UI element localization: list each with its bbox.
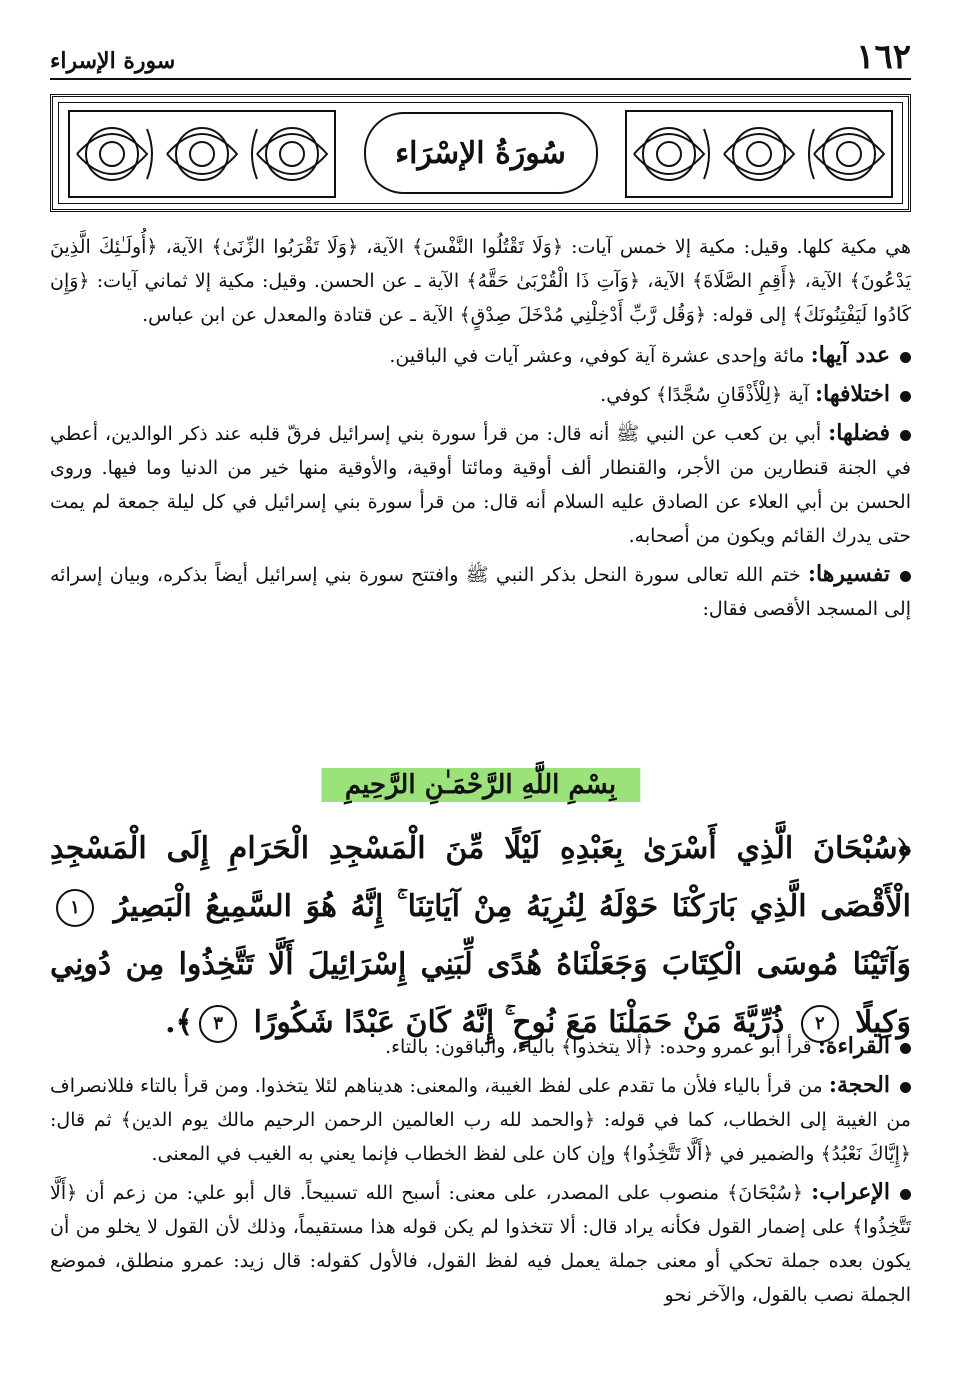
grammar-text: ﴿سُبْحَانَ﴾ منصوب على المصدر، على معنى: أسبح الله تسبيحاً. قال أبو علي: من زعم أن ﴿أَلَّا تَتَّخِذُوا﴾ على إضمار القول فكأنه يراد قال: ألا تتخذوا لم يكن قوله هذا مستقيماً، وذلك لأن القول لا يخلو من أن يكون بعده جملة تحكي أو معنى جملة يعمل فيه لفظ القول، فالأول كقوله: قال زيد: عمرو منطلق، فموضع الجملة نصب بالقول، والآخر نحو: [50, 1182, 911, 1306]
variance-item: [50, 377, 911, 412]
verse-3: ذُرِّيَّةَ مَنْ حَمَلْنَا مَعَ نُوحٍ ۚ إِنَّهُ كَانَ عَبْدًا شَكُورًا: [253, 1005, 785, 1040]
quran-verses: [50, 820, 911, 1052]
arabesque-ornament-left: [67, 109, 337, 199]
ayah-number-3: ٣: [199, 1005, 237, 1043]
banner-frame: [58, 102, 903, 204]
surah-introduction: [50, 230, 911, 630]
running-head: [50, 34, 911, 80]
surah-title-banner: [50, 94, 911, 212]
verse-count-label: عدد آيها:: [810, 342, 890, 368]
surah-title: سُورَةُ الإسْرَاء: [364, 112, 598, 194]
bullet-icon: [900, 391, 911, 402]
book-page: [28, 20, 933, 1380]
bullet-icon: [900, 1043, 911, 1054]
verse-count-item: [50, 338, 911, 373]
page-number: ١٦٢: [856, 37, 911, 77]
virtue-label: فضلها:: [828, 420, 891, 446]
exegesis-label: تفسيرها:: [807, 561, 890, 587]
reading-label: القراءة:: [817, 1033, 890, 1059]
verses-close: ﴾.: [165, 1005, 194, 1040]
verse-count-text: مائة وإحدى عشرة آية كوفي، وعشر آيات في الباقين.: [389, 345, 805, 367]
grammar-label: الإعراب:: [811, 1179, 890, 1205]
surah-header-name: سورة الإسراء: [50, 48, 176, 74]
reading-text: قرأ أبو عمرو وحده: ﴿ألا يتخذوا﴾ بالياء، والباقون: بالتاء.: [385, 1036, 812, 1058]
arabesque-ornament-right: [624, 109, 894, 199]
variance-text: آية ﴿لِلْأَذْقَانِ سُجَّدًا﴾ كوفي.: [600, 384, 809, 406]
exegesis-text: ختم الله تعالى سورة النحل بذكر النبي ﷺ وافتتح سورة بني إسرائيل أيضاً بذكره، وبيان إسرائه إلى المسجد الأقصى فقال:: [50, 564, 911, 620]
argument-label: الحجة:: [828, 1072, 890, 1098]
virtue-text: أبي بن كعب عن النبي ﷺ أنه قال: من قرأ سورة بني إسرائيل فرقّ قلبه عند ذكر الوالدين، أعطي في الجنة قنطارين من الأجر، والقنطار ألف أوقية ومائتا أوقية، والأوقية منها خير من الدنيا وما فيها. وروى الحسن بن أبي العلاء عن الصادق عليه السلام أنه قال: من قرأ سورة بني إسرائيل في كل ليلة جمعة لم يمت حتى يدرك القائم ويكون من أصحابه.: [50, 423, 911, 547]
commentary: [50, 1025, 911, 1316]
bullet-icon: [900, 1189, 911, 1200]
variance-label: اختلافها:: [815, 381, 890, 407]
basmala: بِسْمِ اللَّهِ الرَّحْمَـٰنِ الرَّحِيمِ: [321, 768, 640, 802]
verse-2: وَآتَيْنَا مُوسَى الْكِتَابَ وَجَعَلْنَاهُ هُدًى لِّبَنِي إِسْرَائِيلَ أَلَّا تَتَّخِذُوا مِن دُونِي وَكِيلًا: [50, 947, 911, 1040]
grammar-item: [50, 1175, 911, 1312]
bullet-icon: [900, 352, 911, 363]
bullet-icon: [900, 1082, 911, 1093]
reading-item: [50, 1029, 911, 1064]
bullet-icon: [900, 430, 911, 441]
intro-paragraph: هي مكية كلها. وقيل: مكية إلا خمس آيات: ﴿وَلَا تَقْتُلُوا النَّفْسَ﴾ الآية، ﴿وَلَا تَقْرَبُوا الزِّنَىٰ﴾ الآية، ﴿أُولَـٰئِكَ الَّذِينَ يَدْعُونَ﴾ الآية، ﴿أَقِمِ الصَّلَاةَ﴾ الآية، ﴿وَآتِ ذَا الْقُرْبَىٰ حَقَّهُ﴾ الآية ـ عن الحسن. وقيل: مكية إلا ثماني آيات: ﴿وَإِن كَادُوا لَيَفْتِنُونَكَ﴾ إلى قوله: ﴿وَقُل رَّبِّ أَدْخِلْنِي مُدْخَلَ صِدْقٍ﴾ الآية ـ عن قتادة والمعدل عن ابن عباس.: [50, 236, 911, 326]
ayah-number-1: ١: [56, 889, 94, 927]
argument-text: من قرأ بالياء فلأن ما تقدم على لفظ الغيبة، والمعنى: هديناهم لئلا يتخذوا. ومن قرأ بالتاء فللانصراف من الغيبة إلى الخطاب، كما في قوله: ﴿والحمد لله رب العالمين الرحمن الرحيم مالك يوم الدين﴾ ثم قال: ﴿إِيَّاكَ نَعْبُدُ﴾ والضمير في ﴿أَلَّا تَتَّخِذُوا﴾ وإن كان على لفظ الخطاب فإنما يعني به الغيب في المعنى.: [50, 1075, 911, 1165]
ayah-number-2: ٢: [801, 1005, 839, 1043]
argument-item: [50, 1068, 911, 1171]
exegesis-item: [50, 557, 911, 626]
virtue-item: [50, 416, 911, 553]
verse-1: ﴿سُبْحَانَ الَّذِي أَسْرَىٰ بِعَبْدِهِ لَيْلًا مِّنَ الْمَسْجِدِ الْحَرَامِ إِلَى الْمَسْجِدِ الْأَقْصَى الَّذِي بَارَكْنَا حَوْلَهُ لِنُرِيَهُ مِنْ آيَاتِنَا ۚ إِنَّهُ هُوَ السَّمِيعُ الْبَصِيرُ: [50, 831, 911, 924]
bullet-icon: [900, 571, 911, 582]
